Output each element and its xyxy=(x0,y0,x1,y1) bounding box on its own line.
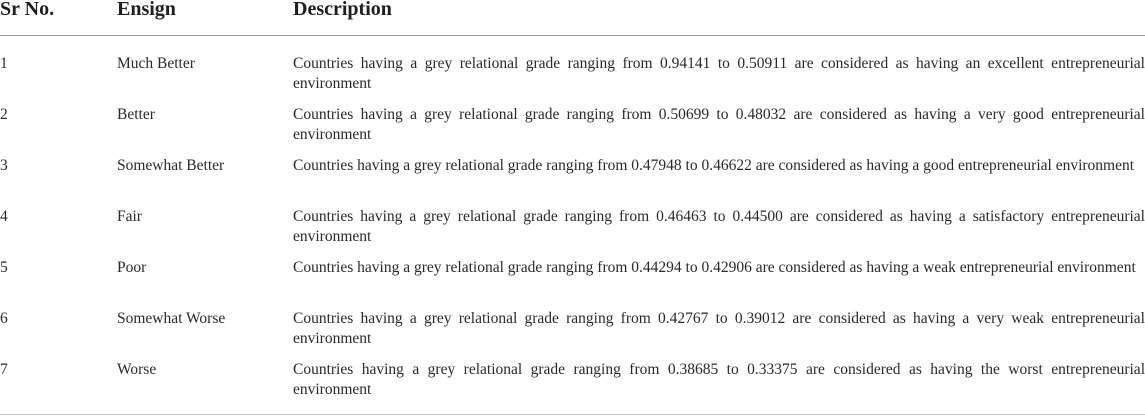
table-bottom-rule xyxy=(0,414,1145,415)
table-row xyxy=(0,105,1145,156)
table-header xyxy=(0,0,1145,36)
header-ensign: Ensign xyxy=(117,0,176,20)
table-row xyxy=(0,156,1145,207)
table-row xyxy=(0,258,1145,309)
cell-sr-no: 7 xyxy=(0,361,8,378)
cell-sr-no: 6 xyxy=(0,310,8,327)
cell-ensign: Somewhat Worse xyxy=(117,310,226,327)
cell-ensign: Better xyxy=(117,106,155,123)
cell-sr-no: 5 xyxy=(0,259,8,276)
cell-description: Countries having a grey relational grade ranging from 0.42767 to 0.39012 are considered as having a very weak entrepreneurial environment xyxy=(293,310,1145,347)
table-row xyxy=(0,360,1145,411)
cell-ensign: Poor xyxy=(117,259,147,276)
cell-ensign: Much Better xyxy=(117,55,195,72)
table-row xyxy=(0,207,1145,258)
table-row xyxy=(0,309,1145,360)
cell-ensign: Somewhat Better xyxy=(117,157,225,174)
cell-sr-no: 4 xyxy=(0,208,8,225)
cell-description: Countries having a grey relational grade ranging from 0.44294 to 0.42906 are considered as having a weak entrepreneurial environment xyxy=(293,259,1136,276)
cell-ensign: Worse xyxy=(117,361,157,378)
cell-description: Countries having a grey relational grade ranging from 0.47948 to 0.46622 are considered as having a good entrepreneurial environment xyxy=(293,157,1135,174)
header-description: Description xyxy=(293,0,392,20)
cell-ensign: Fair xyxy=(117,208,142,225)
cell-sr-no: 2 xyxy=(0,106,8,123)
header-sr-no: Sr No. xyxy=(0,0,55,20)
cell-description: Countries having a grey relational grade ranging from 0.46463 to 0.44500 are considered as having a satisfactory entrepreneurial environment xyxy=(293,208,1145,245)
cell-description: Countries having a grey relational grade ranging from 0.38685 to 0.33375 are considered as having the worst entrepreneurial environment xyxy=(293,361,1145,398)
table-row xyxy=(0,54,1145,105)
cell-sr-no: 3 xyxy=(0,157,8,174)
cell-sr-no: 1 xyxy=(0,55,8,72)
cell-description: Countries having a grey relational grade ranging from 0.50699 to 0.48032 are considered as having a very good entrepreneurial environment xyxy=(293,106,1145,143)
cell-description: Countries having a grey relational grade ranging from 0.94141 to 0.50911 are considered as having an excellent entrepreneurial environment xyxy=(293,55,1145,92)
